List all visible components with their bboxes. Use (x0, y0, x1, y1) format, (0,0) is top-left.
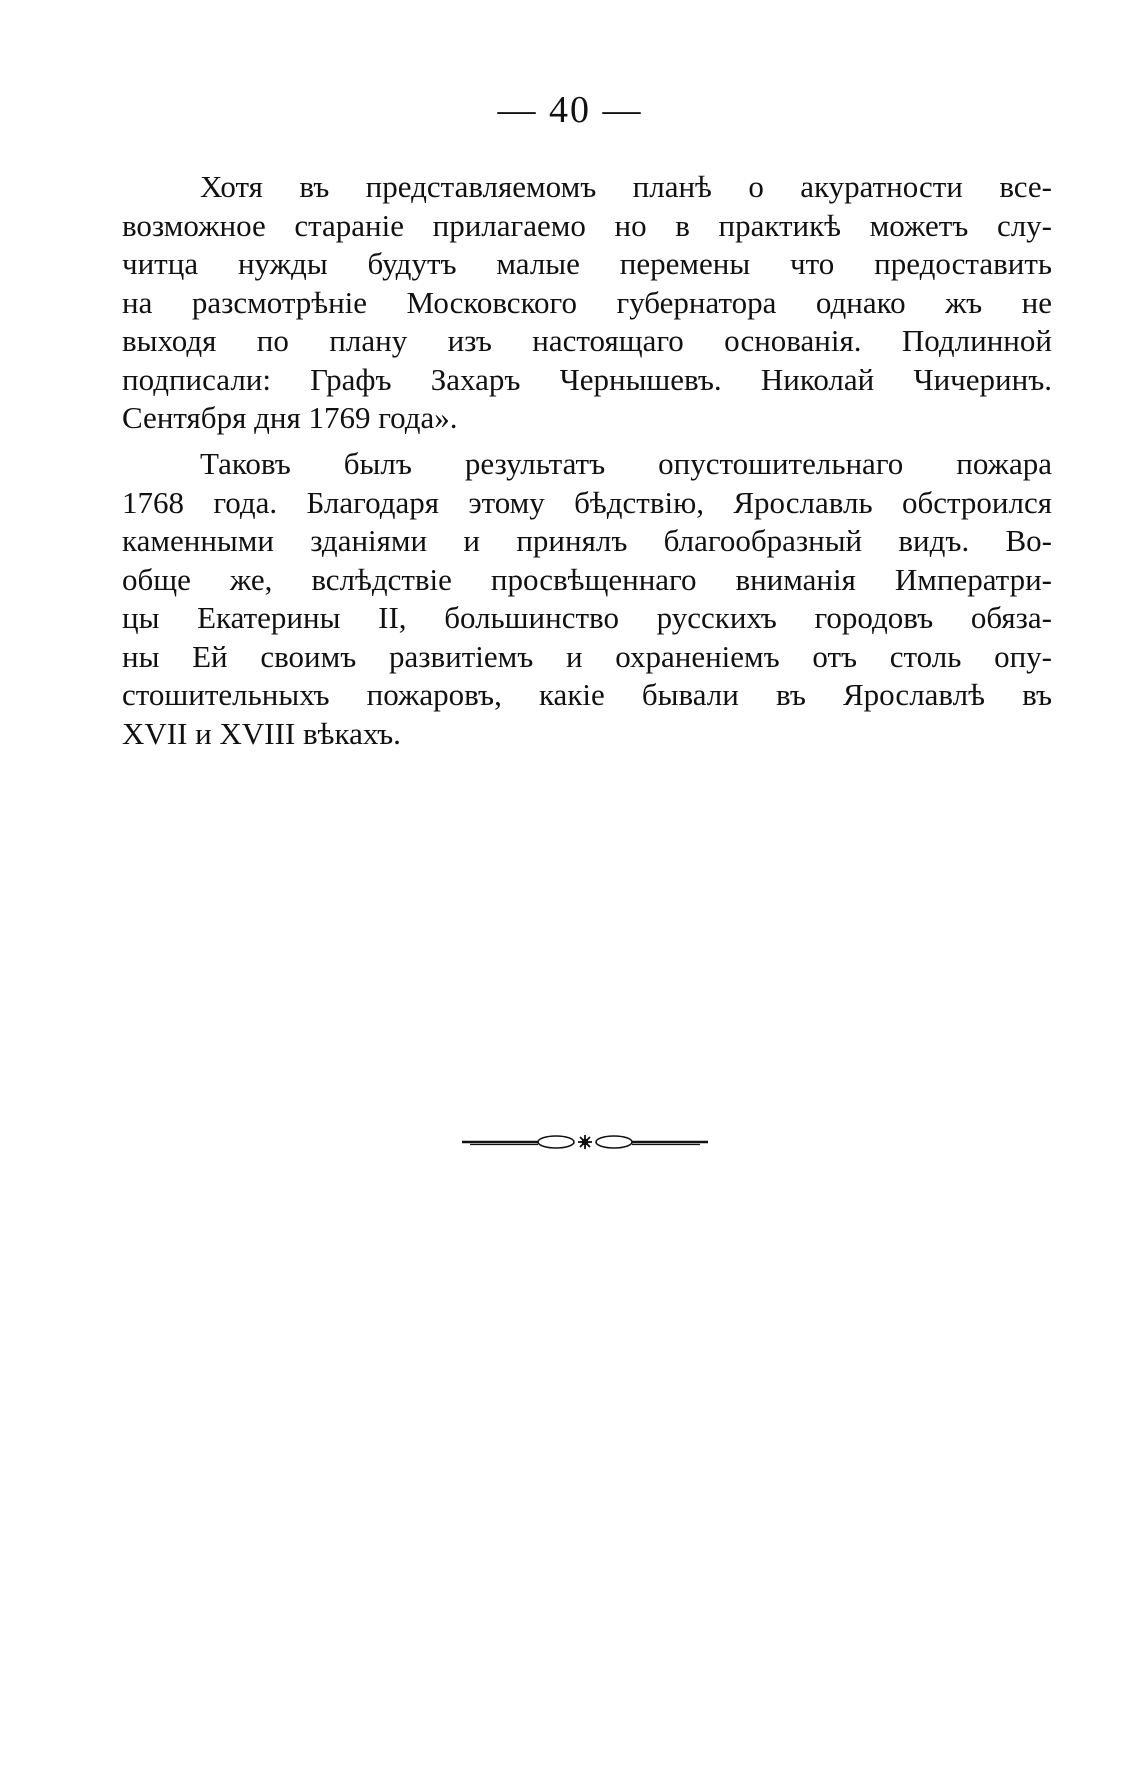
paragraph-1-line: Сентября дня 1769 года». (122, 400, 458, 435)
paragraph-2-line: Таковъ былъ результатъ опустошительнаго пожара (200, 446, 1052, 481)
paragraph-2-line: XVII и XVIII вѣкахъ. (122, 715, 401, 751)
paragraph-2-line: стошительныхъ пожаровъ, какіе бывали въ Ярославлѣ въ (122, 677, 1052, 712)
paragraph-1-line: читца нужды будутъ малые перемены что предоставить (122, 246, 1052, 281)
paragraph-1-line: возможное стараніе прилагаемо но в практикѣ можетъ слу- (122, 207, 1052, 243)
paragraph-2-line: 1768 года. Благодаря этому бѣдствію, Ярославль обстроился (122, 484, 1052, 520)
page-number: — 40 — (497, 89, 643, 131)
fleuron-divider-icon (460, 1128, 710, 1156)
paragraph-2-line: цы Екатерины II, большинство русскихъ городовъ обяза- (122, 600, 1052, 635)
paragraph-1-line: Хотя въ представляемомъ планѣ о акуратности все- (200, 169, 1052, 204)
paragraph-2-line: обще же, вслѣдствіе просвѣщеннаго вниманія Императри- (122, 561, 1052, 597)
paragraph-1-line: на разсмотрѣніе Московского губернатора однако жъ не (122, 284, 1052, 320)
paragraph-2-line: ны Ей своимъ развитіемъ и охраненіемъ отъ столь опу- (122, 638, 1052, 674)
paragraph-2 (122, 445, 1052, 753)
paragraph-1-line: подписали: Графъ Захаръ Чернышевъ. Николай Чичеринъ. (122, 361, 1052, 397)
paragraph-2-line: каменными зданіями и принялъ благообразный видъ. Во- (122, 523, 1052, 558)
paragraph-1 (122, 168, 1052, 438)
paragraph-1-line: выходя по плану изъ настоящаго основанія. Подлинной (122, 323, 1052, 358)
